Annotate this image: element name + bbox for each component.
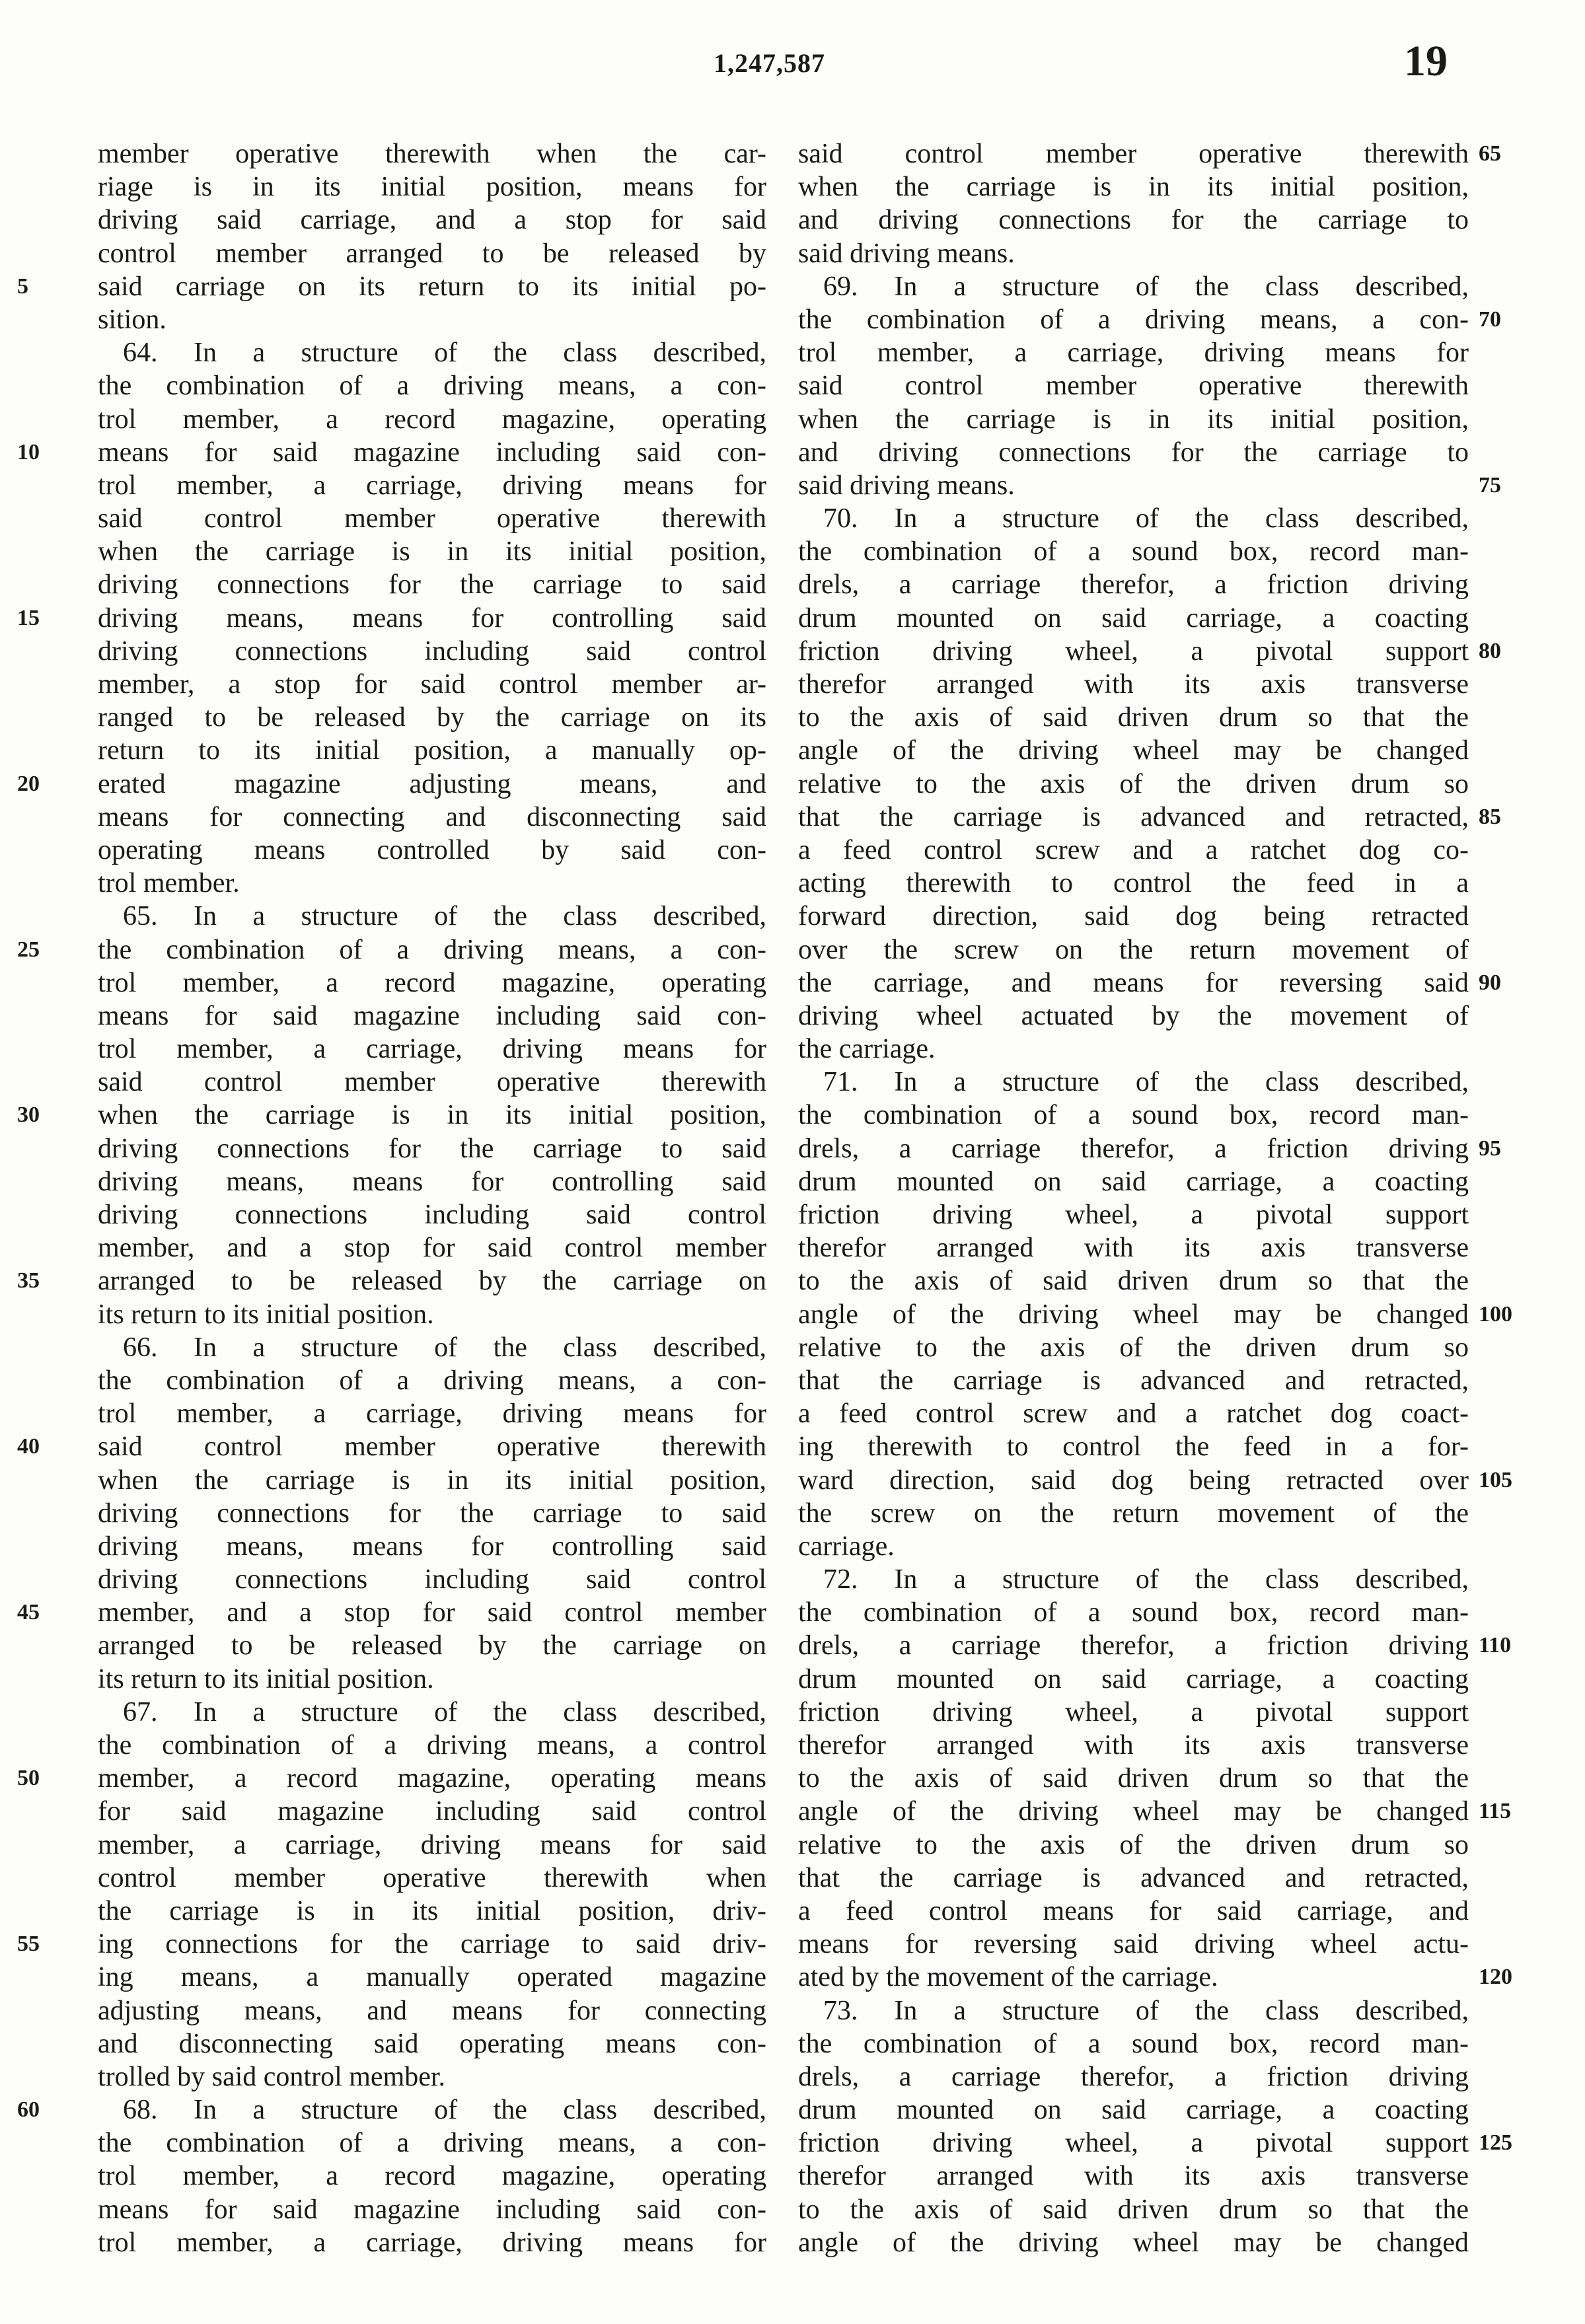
text-line	[798, 1264, 1469, 1297]
text-line	[98, 1066, 766, 1099]
text-line	[98, 1530, 766, 1563]
text-line-content: member, a stop for said control member ar-	[98, 669, 766, 700]
text-line-content: the combination of a driving means, a control	[98, 1730, 766, 1761]
text-line	[17, 768, 766, 801]
text-line	[98, 137, 766, 170]
margin-line-number: 100	[1479, 1301, 1512, 1326]
text-line	[98, 1364, 766, 1397]
text-line-content: means for said magazine including said con-	[98, 1000, 766, 1031]
text-line	[798, 701, 1469, 734]
text-line-content: trol member, a carriage, driving means for	[98, 470, 766, 501]
text-line	[98, 1795, 766, 1828]
text-line-content: drels, a carriage therefor, a friction driving	[798, 1630, 1469, 1661]
text-line	[17, 1596, 766, 1629]
text-line-content: member, and a stop for said control member	[98, 1597, 766, 1628]
text-line	[798, 270, 1469, 303]
text-line	[98, 801, 766, 834]
text-line	[798, 734, 1469, 767]
text-line	[798, 933, 1469, 966]
text-line-content: 71. In a structure of the class described,	[823, 1067, 1469, 1098]
text-line	[798, 1497, 1469, 1530]
text-line	[798, 1364, 1469, 1397]
text-line-content: drum mounted on said carriage, a coacting	[798, 1166, 1469, 1197]
text-line	[98, 502, 766, 535]
text-line-content: angle of the driving wheel may be changed	[798, 735, 1469, 766]
text-line-content: its return to its initial position.	[98, 1299, 434, 1330]
text-line-content: driving means, means for controlling said	[98, 1166, 766, 1197]
text-line-content: trol member, a record magazine, operating	[98, 404, 766, 435]
text-line-content: return to its initial position, a manually op-	[98, 735, 766, 766]
text-line	[798, 170, 1469, 203]
text-line-content: a feed control means for said carriage, and	[798, 1895, 1469, 1926]
text-line-content: drels, a carriage therefor, a friction driving	[798, 1133, 1469, 1164]
text-line-content: drum mounted on said carriage, a coacting	[798, 602, 1469, 634]
right-text-column	[798, 137, 1512, 2259]
margin-line-number: 90	[1479, 970, 1501, 995]
text-line	[798, 469, 1501, 502]
text-line	[98, 203, 766, 236]
text-line	[798, 2027, 1469, 2060]
text-line	[98, 369, 766, 402]
text-line	[98, 1961, 766, 1994]
text-line-content: drum mounted on said carriage, a coacting	[798, 1663, 1469, 1694]
margin-line-number: 35	[17, 1268, 40, 1293]
text-line-content: means for reversing said driving wheel actu-	[798, 1929, 1469, 1960]
text-line	[98, 635, 766, 668]
text-line	[798, 137, 1501, 170]
text-line-content: driving connections including said control	[98, 1200, 766, 1230]
text-line-content: carriage.	[798, 1531, 895, 1562]
text-line-content: sition.	[98, 304, 166, 335]
text-line	[798, 2060, 1469, 2093]
text-line-content: driving wheel actuated by the movement of	[798, 1000, 1469, 1031]
text-line-content: means for said magazine including said con-	[98, 2194, 766, 2225]
text-line	[798, 403, 1469, 436]
text-line-content: the combination of a sound box, record man-	[798, 1100, 1469, 1131]
text-line-content: arranged to be released by the carriage on	[98, 1630, 766, 1661]
text-line	[98, 170, 766, 203]
text-line	[798, 966, 1501, 999]
text-line-content: said control member operative therewith	[98, 1432, 766, 1463]
text-line	[17, 1264, 766, 1297]
margin-line-number: 5	[17, 273, 28, 299]
text-line	[798, 1231, 1469, 1264]
text-line-content: over the screw on the return movement of	[798, 934, 1469, 965]
text-line-content: driving said carriage, and a stop for said	[98, 205, 766, 236]
text-line-content: the screw on the return movement of the	[798, 1498, 1469, 1529]
text-line-content: ing means, a manually operated magazine	[98, 1962, 766, 1993]
text-line	[17, 1099, 766, 1132]
text-line-content: control member operative therewith when	[98, 1862, 766, 1893]
margin-line-number: 95	[1479, 1136, 1501, 1161]
text-line	[798, 1629, 1512, 1662]
text-line-content: ward direction, said dog being retracted over	[798, 1465, 1469, 1496]
margin-line-number: 65	[1479, 141, 1501, 166]
margin-line-number: 55	[17, 1932, 40, 1957]
text-line-content: relative to the axis of the driven drum so	[798, 1332, 1469, 1363]
text-line	[98, 1696, 766, 1729]
text-line-content: to the axis of said driven drum so that the	[798, 702, 1469, 733]
text-line-content: 64. In a structure of the class described,	[123, 338, 766, 369]
text-line-content: operating means controlled by said con-	[98, 834, 766, 865]
text-line-content: the carriage is in its initial position, driv-	[98, 1895, 766, 1926]
text-line	[98, 1563, 766, 1596]
text-line	[798, 1762, 1469, 1795]
text-line	[798, 535, 1469, 568]
text-line	[98, 1331, 766, 1364]
text-line	[798, 436, 1469, 469]
text-line	[798, 668, 1469, 701]
text-line-content: for said magazine including said control	[98, 1796, 766, 1827]
text-line-content: 65. In a structure of the class described,	[123, 901, 766, 932]
text-line-content: driving connections for the carriage to said	[98, 1498, 766, 1529]
text-line	[798, 1961, 1512, 1994]
text-line-content: therefor arranged with its axis transverse	[798, 2161, 1469, 2192]
text-line	[98, 900, 766, 933]
text-line-content: when the carriage is in its initial position,	[798, 404, 1469, 435]
text-line-content: friction driving wheel, a pivotal support	[798, 1696, 1469, 1727]
text-line	[798, 1066, 1469, 1099]
text-line-content: member operative therewith when the car-	[98, 139, 766, 169]
left-text-column	[17, 137, 766, 2259]
text-line-content: when the carriage is in its initial position,	[98, 1100, 766, 1131]
text-line-content: acting therewith to control the feed in a	[798, 868, 1469, 899]
text-line	[98, 303, 766, 336]
text-line	[798, 2126, 1512, 2160]
text-line	[798, 1596, 1469, 1629]
text-line	[798, 834, 1469, 867]
margin-line-number: 60	[17, 2097, 40, 2123]
text-line	[798, 1729, 1469, 1762]
text-line-content: the combination of a sound box, record man-	[798, 536, 1469, 567]
text-line	[98, 1198, 766, 1231]
text-line	[798, 502, 1469, 535]
text-line-content: angle of the driving wheel may be changed	[798, 1299, 1469, 1330]
text-line-content: friction driving wheel, a pivotal support	[798, 1200, 1469, 1230]
text-line-content: trol member.	[98, 868, 240, 899]
text-line	[98, 999, 766, 1033]
text-line	[798, 1530, 1469, 1563]
text-line-content: its return to its initial position.	[98, 1663, 434, 1694]
text-line	[17, 1928, 766, 1961]
text-line	[98, 2060, 766, 2093]
text-line-content: trolled by said control member.	[98, 2061, 446, 2092]
text-line-content: the combination of a sound box, record man-	[798, 1597, 1469, 1628]
text-line-content: therefor arranged with its axis transverse	[798, 1233, 1469, 1264]
margin-line-number: 110	[1479, 1633, 1512, 1658]
text-line-content: to the axis of said driven drum so that the	[798, 1266, 1469, 1297]
text-line	[98, 2027, 766, 2060]
text-line	[798, 1928, 1469, 1961]
text-line-content: said control member operative therewith	[98, 503, 766, 534]
text-line-content: to the axis of said driven drum so that the	[798, 2194, 1469, 2225]
text-line-content: forward direction, said dog being retracted	[798, 901, 1469, 932]
margin-line-number: 70	[1479, 307, 1501, 332]
text-line	[798, 2193, 1469, 2226]
text-line	[798, 369, 1469, 402]
text-line-content: ated by the movement of the carriage.	[798, 1962, 1218, 1993]
text-line	[798, 1132, 1501, 1165]
text-line-content: drels, a carriage therefor, a friction driving	[798, 569, 1469, 600]
text-line	[798, 1994, 1469, 2027]
text-line	[17, 270, 766, 303]
text-line	[798, 801, 1501, 834]
text-line-content: said control member operative therewith	[98, 1067, 766, 1098]
text-line-content: adjusting means, and means for connecting	[98, 1995, 766, 2026]
text-line-content: driving connections for the carriage to said	[98, 569, 766, 600]
text-line-content: and driving connections for the carriage to	[798, 437, 1469, 468]
text-line	[17, 2093, 766, 2126]
text-line	[98, 535, 766, 568]
text-line-content: trol member, a record magazine, operating	[98, 967, 766, 998]
text-line-content: relative to the axis of the driven drum so	[798, 768, 1469, 799]
text-line	[98, 1663, 766, 1696]
text-line	[798, 602, 1469, 635]
text-line-content: a feed control screw and a ratchet dog co-	[798, 834, 1469, 865]
text-line	[798, 1099, 1469, 1132]
text-line-content: control member arranged to be released by	[98, 238, 766, 269]
text-line	[798, 1033, 1469, 1066]
text-line-content: said driving means.	[798, 470, 1015, 501]
text-line-content: trol member, a record magazine, operating	[98, 2161, 766, 2192]
text-line-content: member, and a stop for said control member	[98, 1233, 766, 1264]
text-line	[98, 867, 766, 900]
text-line	[798, 203, 1469, 236]
text-line	[798, 336, 1469, 369]
text-line	[98, 1033, 766, 1066]
text-line-content: the combination of a driving means, a con-	[98, 934, 766, 965]
text-line	[798, 1464, 1512, 1497]
text-line	[98, 1298, 766, 1331]
text-line	[798, 1198, 1469, 1231]
text-line	[98, 734, 766, 767]
text-line-content: 68. In a structure of the class described,	[123, 2095, 766, 2126]
text-line-content: ing therewith to control the feed in a for-	[798, 1432, 1469, 1463]
text-line-content: the combination of a driving means, a con-	[98, 371, 766, 402]
margin-line-number: 10	[17, 439, 40, 464]
margin-line-number: 25	[17, 937, 40, 962]
text-line-content: the carriage, and means for reversing said	[798, 967, 1469, 998]
text-line	[798, 1397, 1469, 1430]
text-line	[98, 469, 766, 502]
text-line	[17, 1430, 766, 1463]
patent-number: 1,247,587	[714, 48, 825, 78]
margin-line-number: 40	[17, 1434, 40, 1459]
text-line	[98, 701, 766, 734]
text-line	[98, 1829, 766, 1862]
text-line	[98, 668, 766, 701]
text-line-content: friction driving wheel, a pivotal support	[798, 635, 1469, 667]
text-line	[798, 1795, 1512, 1828]
text-line	[798, 1895, 1469, 1928]
text-line	[798, 1430, 1469, 1463]
text-line-content: when the carriage is in its initial position,	[98, 1465, 766, 1496]
margin-line-number: 15	[17, 605, 40, 630]
margin-line-number: 105	[1479, 1467, 1512, 1492]
text-line	[98, 1165, 766, 1198]
text-line-content: trol member, a carriage, driving means for	[98, 2227, 766, 2258]
text-line-content: driving means, means for controlling said	[98, 1531, 766, 1562]
text-line	[98, 1497, 766, 1530]
text-line-content: 70. In a structure of the class described,	[823, 503, 1469, 534]
text-line	[798, 1696, 1469, 1729]
margin-line-number: 125	[1479, 2130, 1512, 2156]
text-line	[798, 1563, 1469, 1596]
text-line	[798, 635, 1501, 668]
text-line-content: to the axis of said driven drum so that the	[798, 1763, 1469, 1794]
text-line	[98, 1132, 766, 1165]
text-line-content: friction driving wheel, a pivotal support	[798, 2128, 1469, 2159]
text-line	[798, 1165, 1469, 1198]
text-line-content: driving connections for the carriage to said	[98, 1133, 766, 1164]
text-line	[798, 768, 1469, 801]
text-line-content: the carriage.	[798, 1034, 936, 1065]
text-line	[98, 834, 766, 867]
text-line-content: angle of the driving wheel may be changed	[798, 1796, 1469, 1827]
text-line	[98, 1994, 766, 2027]
text-line-content: driving connections including said control	[98, 635, 766, 667]
page-number: 19	[1404, 37, 1448, 85]
text-line-content: that the carriage is advanced and retracted,	[798, 1365, 1469, 1396]
text-line	[798, 568, 1469, 601]
text-line	[98, 2126, 766, 2160]
text-line	[798, 303, 1501, 336]
text-line-content: 69. In a structure of the class described,	[823, 271, 1469, 302]
text-line	[798, 2160, 1469, 2193]
text-line-content: the combination of a driving means, a con-	[798, 304, 1469, 335]
margin-line-number: 50	[17, 1766, 40, 1791]
margin-line-number: 120	[1479, 1965, 1512, 1990]
text-line	[98, 2193, 766, 2226]
text-line	[798, 2226, 1469, 2259]
text-line-content: trol member, a carriage, driving means for	[98, 1034, 766, 1065]
text-line	[17, 933, 766, 966]
text-line-content: trol member, a carriage, driving means for	[798, 338, 1469, 369]
text-line	[98, 2226, 766, 2259]
text-line	[98, 336, 766, 369]
text-line	[98, 237, 766, 270]
text-line-content: the combination of a driving means, a con-	[98, 1365, 766, 1396]
text-line-content: drels, a carriage therefor, a friction driving	[798, 2061, 1469, 2092]
text-line	[798, 1331, 1469, 1364]
text-line	[798, 999, 1469, 1033]
margin-line-number: 75	[1479, 472, 1501, 497]
text-line	[798, 867, 1469, 900]
text-line	[98, 966, 766, 999]
text-line-content: erated magazine adjusting means, and	[98, 768, 766, 799]
margin-line-number: 30	[17, 1103, 40, 1128]
text-line-content: 67. In a structure of the class described,	[123, 1696, 766, 1727]
text-line-content: member, a carriage, driving means for said	[98, 1829, 766, 1860]
text-line-content: 73. In a structure of the class described,	[823, 1995, 1469, 2026]
margin-line-number: 80	[1479, 638, 1501, 663]
text-line-content: a feed control screw and a ratchet dog coact-	[798, 1398, 1469, 1430]
text-line-content: said control member operative therewith	[798, 371, 1469, 402]
text-line	[98, 1895, 766, 1928]
text-line-content: when the carriage is in its initial position,	[798, 172, 1469, 203]
margin-line-number: 45	[17, 1600, 40, 1625]
text-line	[798, 1663, 1469, 1696]
text-line-content: ranged to be released by the carriage on its	[98, 702, 766, 733]
text-line-content: means for said magazine including said con-	[98, 437, 766, 468]
text-line	[798, 2093, 1469, 2126]
text-line-content: 66. In a structure of the class described,	[123, 1332, 766, 1363]
text-line-content: therefor arranged with its axis transverse	[798, 669, 1469, 700]
text-line-content: said control member operative therewith	[798, 139, 1469, 169]
margin-line-number: 20	[17, 771, 40, 796]
text-line-content: arranged to be released by the carriage on	[98, 1266, 766, 1297]
text-line-content: trol member, a carriage, driving means for	[98, 1398, 766, 1430]
text-line-content: the combination of a sound box, record man-	[798, 2028, 1469, 2059]
text-line	[98, 2160, 766, 2193]
text-line-content: relative to the axis of the driven drum so	[798, 1829, 1469, 1860]
text-line-content: drum mounted on said carriage, a coacting	[798, 2095, 1469, 2126]
text-line	[17, 602, 766, 635]
text-line	[17, 436, 766, 469]
text-line-content: 72. In a structure of the class described,	[823, 1564, 1469, 1595]
text-line-content: that the carriage is advanced and retracted,	[798, 1862, 1469, 1893]
text-line-content: riage is in its initial position, means for	[98, 172, 766, 203]
text-line-content: therefor arranged with its axis transverse	[798, 1730, 1469, 1761]
text-line	[98, 1729, 766, 1762]
text-line-content: ing connections for the carriage to said driv-	[98, 1929, 766, 1960]
text-line	[17, 1762, 766, 1795]
text-line-content: means for connecting and disconnecting said	[98, 801, 766, 832]
text-line	[98, 403, 766, 436]
text-line-content: that the carriage is advanced and retracted,	[798, 801, 1469, 832]
text-line	[798, 1862, 1469, 1895]
text-line-content: member, a record magazine, operating means	[98, 1763, 766, 1794]
text-line	[98, 1629, 766, 1662]
text-line-content: angle of the driving wheel may be changed	[798, 2227, 1469, 2258]
text-line-content: the combination of a driving means, a con-	[98, 2128, 766, 2159]
margin-line-number: 85	[1479, 804, 1501, 829]
text-line	[98, 1862, 766, 1895]
text-line	[798, 1829, 1469, 1862]
text-line-content: driving connections including said control	[98, 1564, 766, 1595]
text-line-content: and disconnecting said operating means con-	[98, 2028, 766, 2059]
text-line-content: and driving connections for the carriage to	[798, 205, 1469, 236]
text-line	[98, 1231, 766, 1264]
text-line	[798, 1298, 1512, 1331]
margin-line-number: 115	[1479, 1799, 1512, 1824]
text-line-content: driving means, means for controlling said	[98, 602, 766, 634]
text-line-content: said carriage on its return to its initial po-	[98, 271, 766, 302]
text-line-content: said driving means.	[798, 238, 1015, 269]
text-line	[798, 900, 1469, 933]
text-line-content: when the carriage is in its initial position,	[98, 536, 766, 567]
text-line	[98, 1397, 766, 1430]
text-line	[98, 568, 766, 601]
text-line	[98, 1464, 766, 1497]
text-line	[798, 237, 1469, 270]
